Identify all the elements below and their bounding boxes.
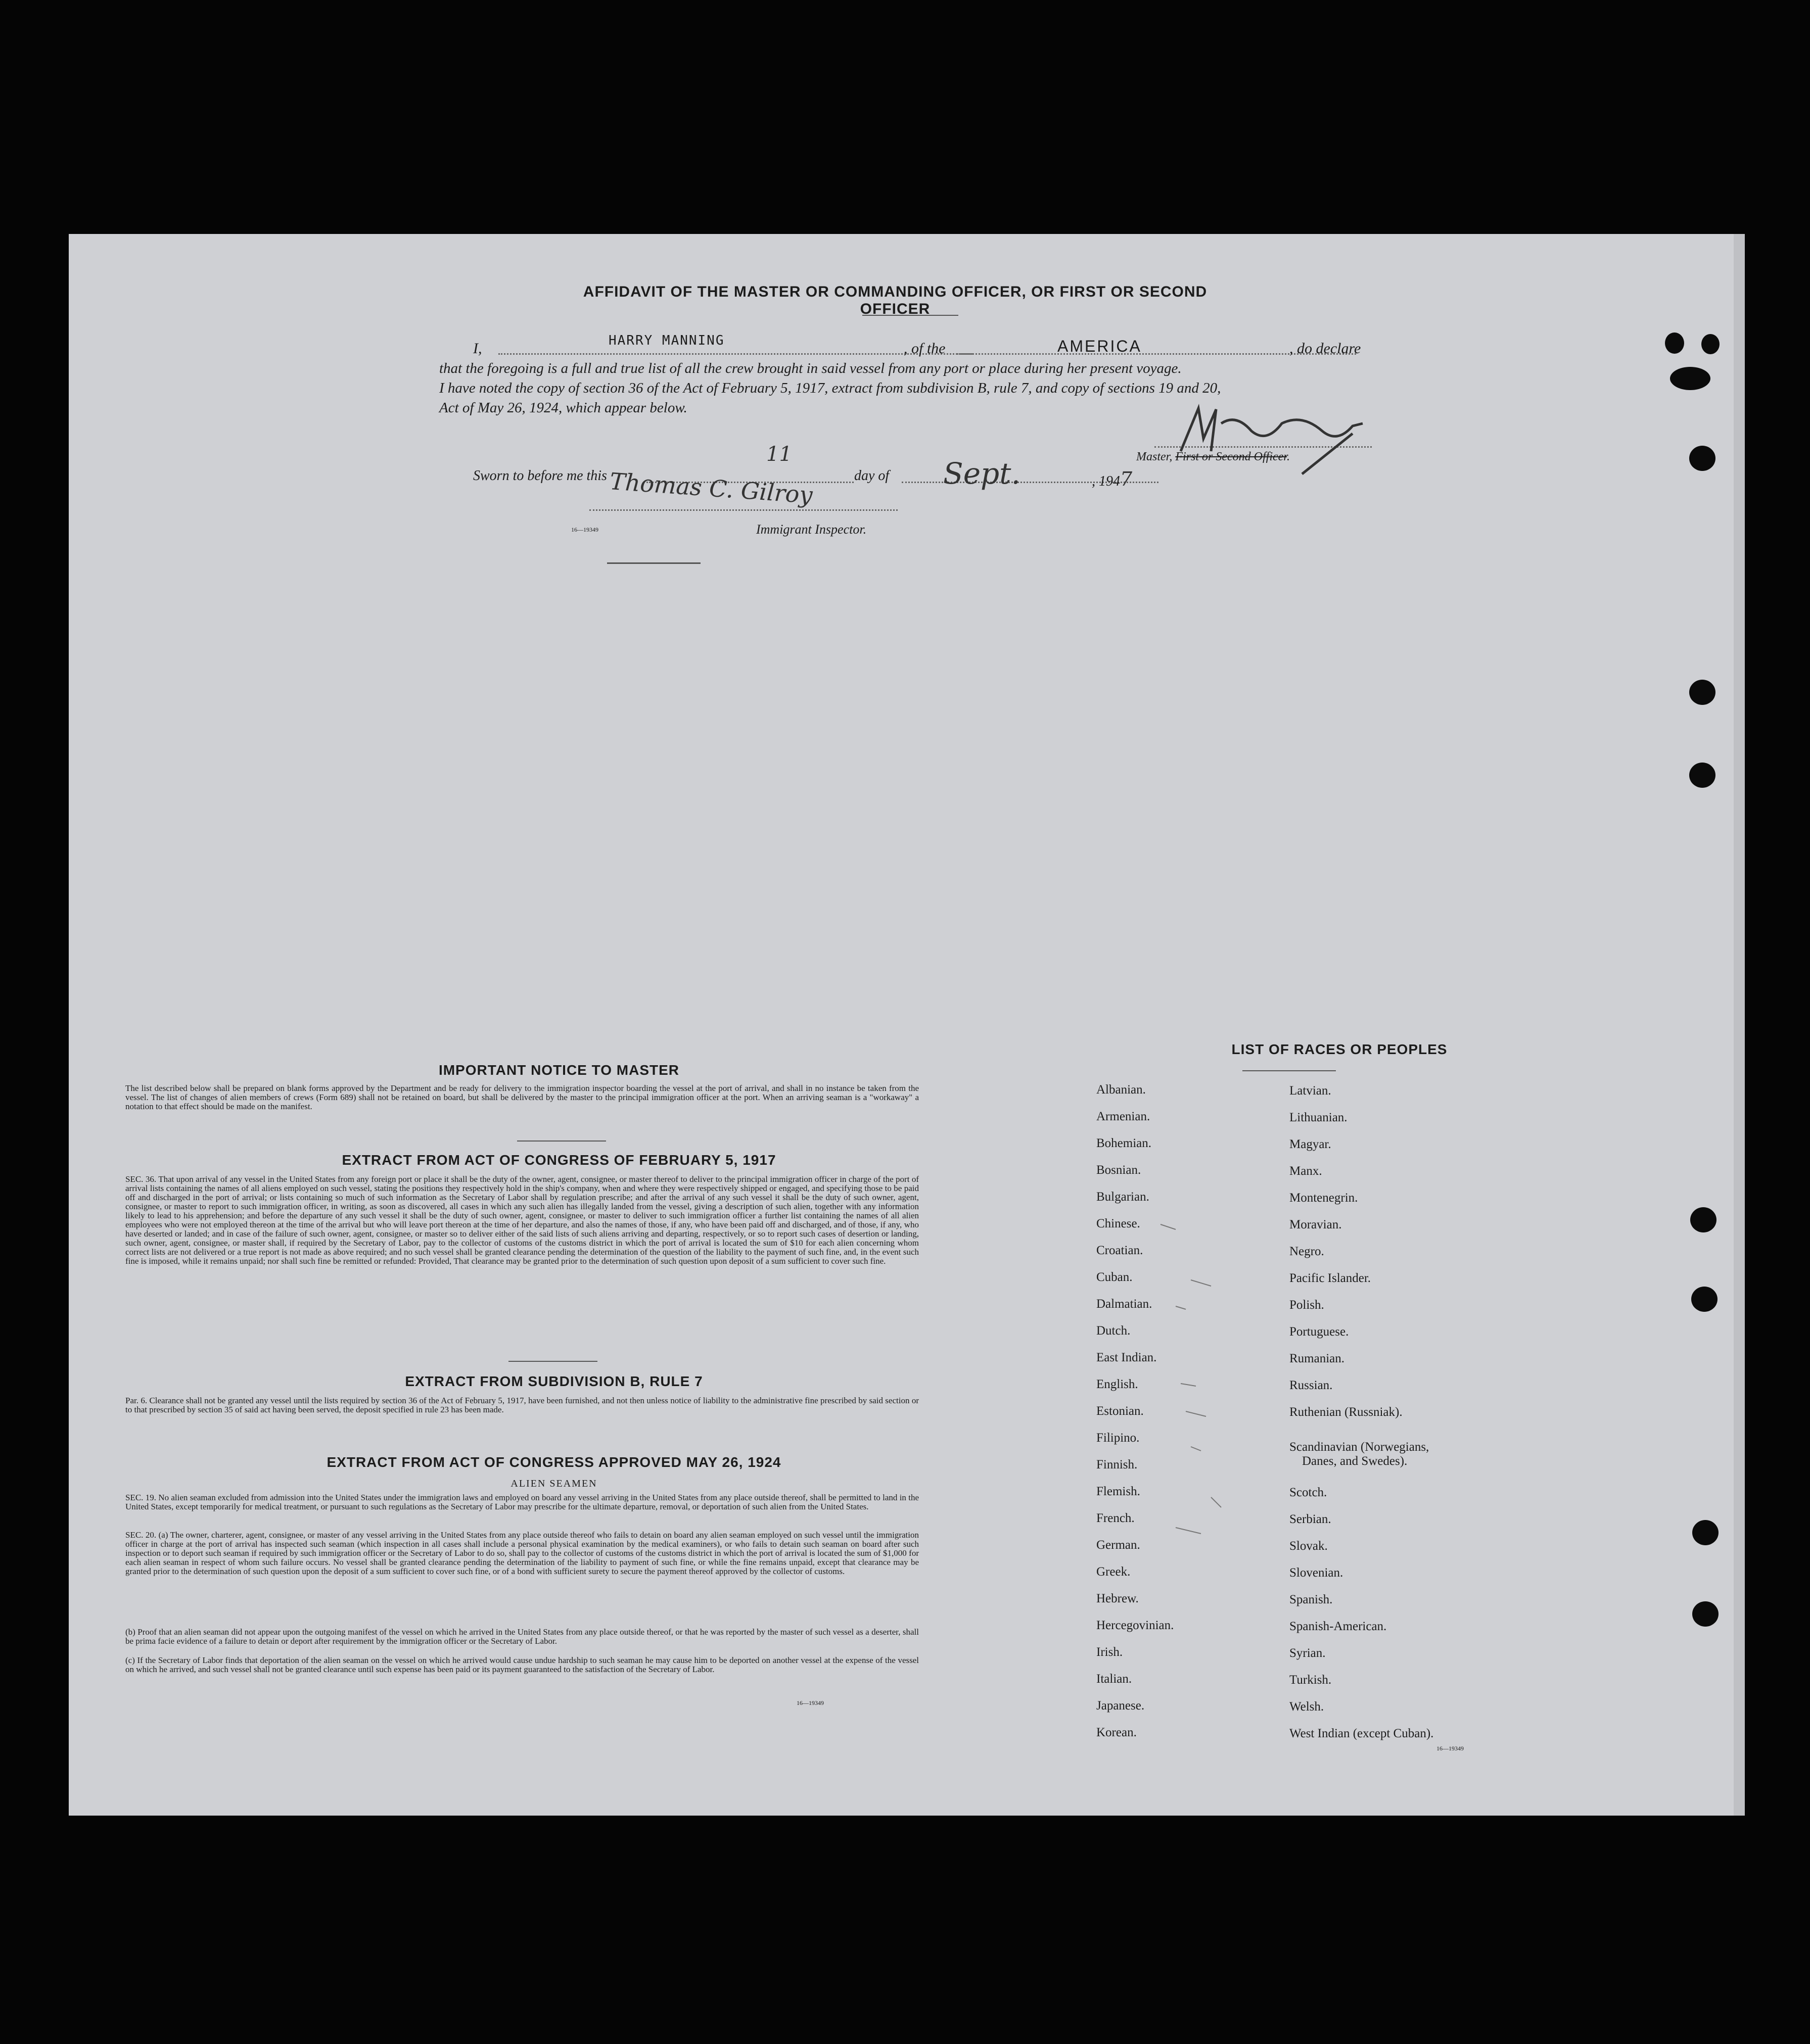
race-item: Russian. (1289, 1378, 1333, 1392)
document-page (69, 234, 1745, 1816)
sec20c-text: (c) If the Secretary of Labor finds that deportation of the alien seaman on the vessel on which he arrived would cause undue hardship to such seaman he may cause him to be deported on another vessel at the expense of the vessel on which he arrived, and such vessel shall not be granted clearance until such expense has been paid or its payment guaranteed to the satisfaction of the Secretary of Labor. (125, 1655, 919, 1674)
punch-hole (1689, 446, 1715, 471)
race-item: Slovak. (1289, 1539, 1328, 1553)
race-item: Greek. (1096, 1565, 1131, 1579)
race-item: Ruthenian (Russniak). (1289, 1405, 1403, 1419)
sec20b-text: (b) Proof that an alien seaman did not appear upon the outgoing manifest of the vessel on which he arrived in the United States from any place outside thereof, or that he was reported by the master of such vessel as a deserter, shall be prima facie evidence of a failure to detain or deport after requirement by the immigration officer or the Secretary of Labor. (125, 1627, 919, 1646)
of-the-label: , of the (904, 340, 946, 357)
race-item: East Indian. (1096, 1351, 1157, 1364)
race-item: Moravian. (1289, 1218, 1342, 1231)
form-number: 16—19349 (1436, 1745, 1464, 1752)
master-signature-mark (1150, 403, 1413, 479)
inspector-line (589, 509, 898, 511)
notice-title: IMPORTANT NOTICE TO MASTER (438, 1062, 680, 1078)
day-of-label: day of (854, 468, 890, 484)
form-number: 16—19349 (571, 526, 598, 533)
race-item: Hercegovinian. (1096, 1619, 1174, 1632)
race-item: Bulgarian. (1096, 1190, 1149, 1204)
race-item: Latvian. (1289, 1084, 1331, 1098)
declaration-line-3: I have noted the copy of section 36 of the Act of February 5, 1917, extract from subdivision B, rule 7, and copy of sections 19 and 20, (439, 380, 1221, 396)
race-item: Manx. (1289, 1164, 1322, 1178)
race-item: West Indian (except Cuban). (1289, 1727, 1434, 1740)
divider (517, 1140, 606, 1142)
race-item: Pacific Islander. (1289, 1271, 1371, 1285)
affidavit-title: AFFIDAVIT OF THE MASTER OR COMMANDING OFFICER, OR FIRST OR SECOND OFFICER (583, 283, 1208, 317)
declaration-line-4: Act of May 26, 1924, which appear below. (439, 400, 687, 416)
master-label (1136, 450, 1290, 464)
race-item: Bohemian. (1096, 1136, 1152, 1150)
punch-hole (1692, 1601, 1719, 1627)
punch-hole (1701, 334, 1720, 354)
race-item: Dalmatian. (1096, 1297, 1152, 1311)
race-item: Danes, and Swedes). (1302, 1454, 1408, 1468)
race-item: Finnish. (1096, 1458, 1138, 1471)
race-item: Cuban. (1096, 1270, 1133, 1284)
punch-hole (1689, 680, 1715, 705)
races-title: LIST OF RACES OR PEOPLES (1231, 1041, 1448, 1057)
race-item: Syrian. (1289, 1646, 1326, 1660)
race-item: Negro. (1289, 1245, 1324, 1258)
race-item: Portuguese. (1289, 1325, 1349, 1339)
divider (508, 1361, 597, 1362)
race-item: Bosnian. (1096, 1163, 1141, 1177)
year-digit: 7 (1120, 468, 1133, 490)
master-label-end: . (1286, 450, 1290, 463)
race-item: Serbian. (1289, 1512, 1331, 1526)
race-item: Chinese. (1096, 1217, 1140, 1230)
punch-hole (1665, 332, 1684, 354)
race-item: Magyar. (1289, 1137, 1331, 1151)
race-item: Lithuanian. (1289, 1111, 1348, 1124)
race-item: Filipino. (1096, 1431, 1140, 1445)
extract-1924-title: EXTRACT FROM ACT OF CONGRESS APPROVED MAY 26, 1924 (327, 1454, 781, 1470)
race-item: Albanian. (1096, 1083, 1146, 1097)
race-item: Welsh. (1289, 1700, 1324, 1714)
race-item: Polish. (1289, 1298, 1324, 1312)
alien-seamen-subtitle: ALIEN SEAMEN (510, 1478, 597, 1489)
struck-officer-text: First or Second Officer (1175, 450, 1287, 463)
i-label: I, (473, 340, 482, 357)
divider (1242, 1070, 1336, 1071)
vessel-name-field: AMERICA (1057, 337, 1142, 355)
race-item: French. (1096, 1511, 1135, 1525)
name-line (498, 353, 972, 355)
punch-hole (1691, 1287, 1718, 1312)
race-item: Flemish. (1096, 1485, 1140, 1498)
extract-1917-title: EXTRACT FROM ACT OF CONGRESS OF FEBRUARY 5, 1917 (342, 1152, 776, 1168)
race-item: Turkish. (1289, 1673, 1332, 1687)
punch-hole (1670, 367, 1710, 390)
punch-hole (1690, 1207, 1716, 1232)
race-item: Korean. (1096, 1726, 1137, 1739)
race-item: Spanish. (1289, 1593, 1333, 1606)
inspector-label: Immigrant Inspector. (756, 522, 867, 537)
year-label (1092, 468, 1132, 490)
race-item: Rumanian. (1289, 1352, 1345, 1365)
punch-hole (1692, 1520, 1719, 1545)
race-item: Montenegrin. (1289, 1191, 1358, 1205)
master-name-field: HARRY MANNING (609, 333, 725, 348)
race-item: Estonian. (1096, 1404, 1144, 1418)
pencil-tick-marks (1155, 1214, 1277, 1699)
sworn-label: Sworn to before me this (473, 468, 607, 484)
notice-text: The list described below shall be prepared on blank forms approved by the Department and be ready for delivery to the immigration inspector boarding the vessel at the port of arrival, and shall in no instance be taken from the vessel. The list of changes of alien members of crews (Form 689) shall not be retained on board, but shall be delivered by the master to the principal immigration officer at the port. When an arriving seaman is a "workaway" a notation to that effect should be made on the manifest. (125, 1083, 919, 1111)
declaration-line-2: that the foregoing is a full and true list of all the crew brought in said vessel from any port or place during her present voyage. (439, 360, 1182, 376)
race-item: German. (1096, 1538, 1140, 1552)
race-item: English. (1096, 1377, 1138, 1391)
pen-mark (607, 562, 701, 564)
rule7-title: EXTRACT FROM SUBDIVISION B, RULE 7 (405, 1373, 703, 1389)
race-item: Irish. (1096, 1645, 1123, 1659)
sworn-day-field: 11 (766, 443, 792, 466)
race-item: Italian. (1096, 1672, 1132, 1686)
race-item: Dutch. (1096, 1324, 1131, 1338)
race-item: Spanish-American. (1289, 1620, 1387, 1633)
race-item: Croatian. (1096, 1244, 1143, 1257)
race-item: Japanese. (1096, 1699, 1145, 1713)
sec20a-text: SEC. 20. (a) The owner, charterer, agent, consignee, or master of any vessel arriving in the United States from any place outside thereof who fails to detain on board any alien seaman employed on such vessel until the immigration officer in charge at the port of arrival has inspected such seaman (which inspection in all cases shall include a personal physical examination by the medical examiners), or who fails to detain such seaman on board after such inspection or to deport such seaman if required by such immigration officer or the Secretary of Labor to do so, shall pay to the collector of customs of the customs district in which the port of arrival is located the sum of $1,000 for each alien seaman in respect of whom such failure occurs. No vessel shall be granted clearance pending the determination of the liability to payment of such fine, or while the fine remains unpaid, except that clearance may be granted prior to the determination of such question upon the deposit of a sum sufficient to cover such fine, or of a bond with sufficient surety to secure the payment thereof approved by the collector of customs. (125, 1530, 919, 1576)
race-item: Armenian. (1096, 1110, 1150, 1123)
year-prefix: , 194 (1092, 473, 1120, 489)
inspector-signature: Thomas C. Gilroy (609, 467, 814, 509)
rule7-text: Par. 6. Clearance shall not be granted any vessel until the lists required by section 36 of the Act of February 5, 1917, have been furnished, and not then unless notice of liability to the administrative fine prescribed by said section or to that prescribed by section 35 of said act having been served, the deposit specified in rule 23 has been made. (125, 1396, 919, 1414)
sworn-month-field: Sept. (943, 456, 1020, 491)
divider (862, 315, 958, 316)
race-item: Scandinavian (Norwegians, (1289, 1440, 1429, 1454)
extract-1917-text: SEC. 36. That upon arrival of any vessel in the United States from any foreign port or place it shall be the duty of the owner, agent, consignee, or master thereof to deliver to the principal immigration officer in charge of the port of arrival lists containing the names of all aliens employed on such vessel, stating the positions they respectively hold in the ship's company, when and where they were respectively shipped or engaged, and specifying those to be paid off and discharged in the port of arrival; or lists containing so much of such information as the Secretary of Labor shall by regulation prescribe; and after the arrival of any such vessel it shall be the duty of such owner, agent, consignee, or master to report to such immigration officer, in writing, as soon as discovered, all cases in which any such alien has illegally landed from the vessel, giving a description of such alien, together with any information likely to lead to his apprehension; and before the departure of any such vessel it shall be the duty of such owner, agent, consignee, or master to deliver to such immigration officer a further list containing the names of all alien employees who were not employed thereon at the time of the arrival but who will leave port thereon at the time of her departure, and also the names of those, if any, who have been paid off and discharged, and of those, if any, who have deserted or landed; and in case of the failure of such owner, agent, consignee, or master so to deliver either of the said lists of such aliens arriving and departing, respectively, or so to report such cases of desertion or landing, such owner, agent, consignee, or master shall, if required by the Secretary of Labor, pay to the collector of customs of the customs district in which the port of arrival is located the sum of $10 for each alien concerning whom correct lists are not delivered or a true report is not made as above required; and no such vessel shall be granted clearance pending the determination of the question of the liability to the payment of such fine, and, in the event such fine is imposed, while it remains unpaid; nor shall such fine be remitted or refunded: Provided, That clearance may be granted prior to the determination of such question upon deposit of a sum sufficient to cover such fine. (125, 1174, 919, 1266)
sec19-text: SEC. 19. No alien seaman excluded from admission into the United States under the immigration laws and employed on board any vessel arriving in the United States from any place outside thereof, shall be permitted to land in the United States, except temporarily for medical treatment, or pursuant to such regulations as the Secretary of Labor may prescribe for the ultimate departure, removal, or deportation of such alien from the United States. (125, 1493, 919, 1511)
race-item: Scotch. (1289, 1486, 1327, 1499)
master-label-text: Master, (1136, 450, 1176, 463)
punch-hole (1689, 763, 1715, 788)
do-declare-label: , do declare (1289, 340, 1361, 357)
race-item: Slovenian. (1289, 1566, 1343, 1580)
form-number: 16—19349 (797, 1699, 824, 1706)
race-item: Hebrew. (1096, 1592, 1139, 1605)
